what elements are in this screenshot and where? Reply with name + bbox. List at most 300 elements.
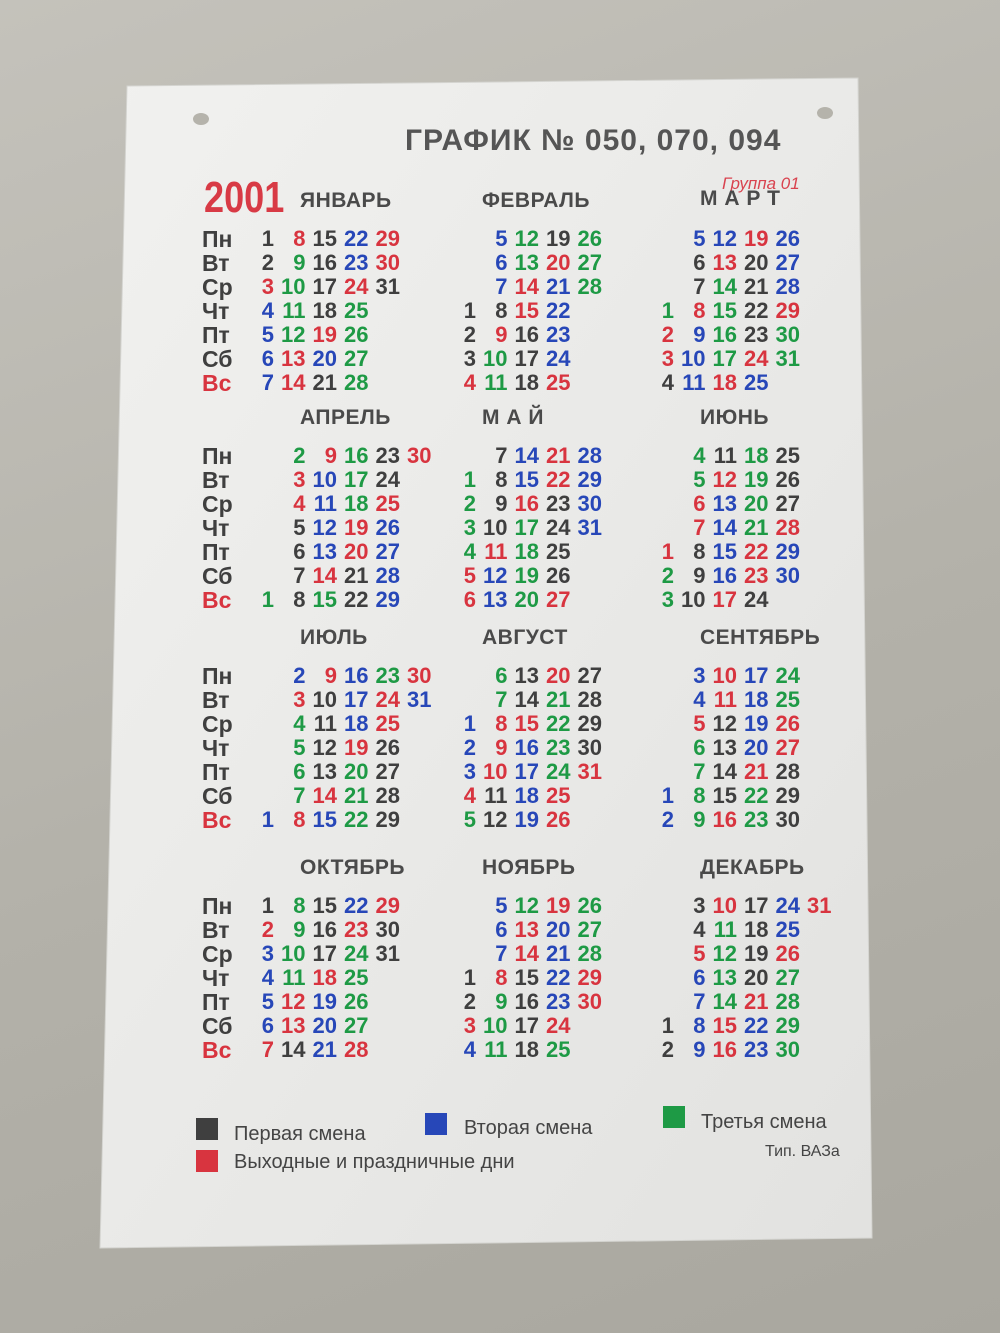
calendar-day: 3 [693, 893, 706, 918]
calendar-day: 15 [712, 539, 737, 564]
calendar-day: 3 [293, 467, 306, 492]
calendar-day: 20 [546, 663, 571, 688]
calendar-day: 24 [375, 467, 400, 492]
calendar-day: 12 [712, 711, 737, 736]
calendar-day: 29 [375, 587, 400, 612]
calendar-day: 9 [495, 735, 508, 760]
calendar-day: 24 [344, 274, 369, 299]
calendar-day: 10 [312, 467, 337, 492]
calendar-day: 1 [661, 539, 674, 564]
calendar-day: 12 [483, 807, 508, 832]
calendar-day: 27 [546, 587, 571, 612]
calendar-day: 17 [514, 1013, 539, 1038]
calendar-day: 25 [775, 687, 800, 712]
calendar-day: 14 [514, 443, 539, 468]
calendar-day: 11 [484, 783, 508, 808]
calendar-day: 6 [693, 965, 706, 990]
calendar-day: 16 [712, 1037, 737, 1062]
weekday-label: Сб [202, 563, 233, 589]
calendar-day: 25 [775, 917, 800, 942]
month-title: М А Р Т [700, 187, 781, 210]
calendar-day: 14 [312, 563, 337, 588]
calendar-day: 28 [775, 759, 800, 784]
calendar-day: 18 [744, 687, 769, 712]
calendar-day: 23 [546, 735, 571, 760]
calendar-day: 21 [344, 783, 369, 808]
calendar-day: 12 [712, 941, 737, 966]
calendar-day: 23 [744, 1037, 769, 1062]
calendar-day: 5 [693, 941, 706, 966]
legend-first-shift: Первая смена [234, 1123, 366, 1145]
calendar-day: 25 [775, 443, 800, 468]
calendar-day: 19 [312, 322, 337, 347]
calendar-day: 18 [744, 443, 769, 468]
calendar-day: 17 [344, 467, 369, 492]
calendar-day: 24 [546, 346, 571, 371]
calendar-day: 9 [293, 250, 306, 275]
calendar-day: 22 [744, 298, 769, 323]
calendar-day: 28 [775, 989, 800, 1014]
calendar-day: 20 [546, 917, 571, 942]
weekday-label: Пт [202, 989, 230, 1015]
calendar-day: 29 [577, 965, 602, 990]
calendar-day: 10 [712, 893, 737, 918]
calendar-day: 3 [693, 663, 706, 688]
month-title: ДЕКАБРЬ [700, 856, 805, 879]
calendar-day: 6 [693, 735, 706, 760]
calendar-day: 5 [495, 893, 508, 918]
calendar-day: 9 [293, 917, 306, 942]
calendar-day: 23 [344, 250, 369, 275]
weekday-label: Чт [202, 515, 230, 541]
calendar-day: 18 [744, 917, 769, 942]
calendar-day: 3 [463, 346, 476, 371]
calendar-day: 7 [495, 443, 508, 468]
month-title: М А Й [482, 406, 544, 429]
calendar-day: 21 [344, 563, 369, 588]
calendar-day: 12 [712, 226, 737, 251]
calendar-day: 6 [463, 587, 476, 612]
calendar-day: 22 [546, 965, 571, 990]
calendar-day: 9 [495, 989, 508, 1014]
calendar-day: 1 [661, 783, 674, 808]
calendar-day: 8 [693, 539, 706, 564]
weekday-label: Пт [202, 322, 230, 348]
month-title: АВГУСТ [482, 626, 568, 649]
calendar-day: 9 [693, 807, 706, 832]
calendar-day: 19 [344, 735, 369, 760]
calendar-day: 4 [293, 491, 306, 516]
calendar-day: 2 [463, 491, 476, 516]
calendar-day: 17 [712, 346, 737, 371]
legend-third-shift: Третья смена [701, 1111, 827, 1133]
calendar-day: 24 [546, 515, 571, 540]
group-label: Группа 01 [722, 174, 800, 193]
calendar-day: 29 [375, 226, 400, 251]
calendar-day: 2 [661, 563, 674, 588]
calendar-day: 4 [261, 298, 274, 323]
calendar-day: 7 [495, 274, 508, 299]
calendar-day: 11 [713, 443, 737, 468]
calendar-day: 11 [282, 298, 306, 323]
calendar-day: 8 [693, 783, 706, 808]
calendar-day: 15 [312, 587, 337, 612]
weekday-label: Пн [202, 893, 233, 919]
calendar-day: 19 [514, 563, 539, 588]
calendar-day: 2 [463, 735, 476, 760]
calendar-day: 10 [681, 346, 706, 371]
calendar-day: 8 [693, 298, 706, 323]
calendar-day: 8 [495, 711, 508, 736]
weekday-label: Ср [202, 941, 233, 967]
calendar-day: 12 [712, 467, 737, 492]
calendar-day: 22 [344, 893, 369, 918]
calendar-day: 25 [375, 711, 400, 736]
calendar-day: 14 [712, 759, 737, 784]
calendar-day: 30 [577, 989, 602, 1014]
calendar-day: 21 [744, 515, 769, 540]
legend-swatch-second [425, 1113, 447, 1135]
calendar-day: 1 [261, 587, 274, 612]
calendar-day: 2 [261, 250, 274, 275]
calendar-day: 23 [546, 491, 571, 516]
calendar-day: 9 [324, 663, 337, 688]
calendar-day: 23 [546, 989, 571, 1014]
calendar-day: 29 [775, 1013, 800, 1038]
weekday-label: Чт [202, 298, 230, 324]
calendar-day: 9 [693, 322, 706, 347]
calendar-day: 19 [546, 893, 571, 918]
calendar-day: 12 [514, 226, 539, 251]
calendar-day: 9 [324, 443, 337, 468]
calendar-day: 18 [712, 370, 737, 395]
calendar-day: 1 [261, 226, 274, 251]
calendar-day: 26 [775, 467, 800, 492]
calendar-day: 8 [293, 587, 306, 612]
calendar-day: 6 [495, 663, 508, 688]
calendar-day: 10 [483, 346, 508, 371]
calendar-day: 2 [661, 1037, 674, 1062]
month-title: ИЮЛЬ [300, 626, 368, 649]
weekday-label: Вт [202, 467, 230, 493]
calendar-day: 30 [577, 491, 602, 516]
calendar-day: 2 [293, 443, 306, 468]
calendar-day: 5 [495, 226, 508, 251]
weekday-label: Ср [202, 491, 233, 517]
calendar-day: 17 [312, 941, 337, 966]
calendar-day: 26 [775, 941, 800, 966]
weekday-label: Чт [202, 735, 230, 761]
calendar-day: 11 [282, 965, 306, 990]
weekday-label: Вт [202, 687, 230, 713]
calendar-day: 30 [407, 663, 432, 688]
calendar-day: 2 [293, 663, 306, 688]
calendar-day: 4 [661, 370, 674, 395]
printer-mark: Тип. ВАЗа [765, 1143, 840, 1160]
calendar-day: 6 [261, 346, 274, 371]
calendar-day: 25 [546, 370, 571, 395]
calendar-day: 9 [693, 563, 706, 588]
calendar-day: 4 [693, 687, 706, 712]
calendar-day: 15 [312, 893, 337, 918]
calendar-day: 14 [281, 370, 306, 395]
calendar-day: 15 [712, 298, 737, 323]
calendar-day: 9 [693, 1037, 706, 1062]
weekday-label: Сб [202, 783, 233, 809]
calendar-day: 26 [375, 735, 400, 760]
weekday-label: Вс [202, 807, 232, 833]
calendar-day: 5 [693, 226, 706, 251]
calendar-day: 7 [693, 989, 706, 1014]
calendar-day: 26 [775, 226, 800, 251]
calendar-day: 3 [261, 274, 274, 299]
calendar-day: 29 [375, 807, 400, 832]
calendar-day: 25 [744, 370, 769, 395]
calendar-day: 30 [775, 807, 800, 832]
calendar-day: 22 [344, 226, 369, 251]
calendar-day: 22 [344, 587, 369, 612]
calendar-day: 17 [514, 759, 539, 784]
month-title: АПРЕЛЬ [300, 406, 391, 429]
calendar-day: 25 [375, 491, 400, 516]
calendar-day: 23 [744, 807, 769, 832]
calendar-day: 2 [261, 917, 274, 942]
calendar-day: 24 [546, 759, 571, 784]
calendar-day: 22 [744, 539, 769, 564]
calendar-day: 4 [463, 539, 476, 564]
calendar-day: 24 [775, 663, 800, 688]
calendar-day: 13 [514, 663, 539, 688]
legend-swatch-holidays [196, 1150, 218, 1172]
calendar-day: 5 [693, 711, 706, 736]
calendar-day: 24 [744, 346, 769, 371]
calendar-day: 3 [463, 1013, 476, 1038]
calendar-day: 23 [344, 917, 369, 942]
calendar-day: 10 [483, 759, 508, 784]
calendar-day: 16 [514, 322, 539, 347]
calendar-day: 31 [407, 687, 432, 712]
calendar-day: 20 [744, 735, 769, 760]
calendar-day: 27 [577, 663, 602, 688]
calendar-day: 19 [546, 226, 571, 251]
calendar-day: 17 [312, 274, 337, 299]
calendar-day: 5 [463, 807, 476, 832]
legend-second-shift: Вторая смена [464, 1117, 593, 1139]
calendar-day: 13 [514, 917, 539, 942]
calendar-day: 14 [712, 989, 737, 1014]
calendar-day: 19 [344, 515, 369, 540]
calendar-day: 20 [312, 346, 337, 371]
weekday-label: Вс [202, 1037, 232, 1063]
calendar-day: 21 [312, 1037, 337, 1062]
calendar-day: 15 [712, 1013, 737, 1038]
calendar-day: 29 [577, 711, 602, 736]
calendar-day: 25 [344, 965, 369, 990]
calendar-day: 30 [407, 443, 432, 468]
calendar-day: 30 [775, 1037, 800, 1062]
calendar-day: 18 [514, 539, 539, 564]
calendar-day: 28 [775, 515, 800, 540]
legend-swatch-first [196, 1118, 218, 1140]
calendar-day: 12 [483, 563, 508, 588]
calendar-day: 20 [312, 1013, 337, 1038]
calendar-day: 1 [463, 711, 476, 736]
calendar-day: 16 [344, 663, 369, 688]
calendar-day: 18 [312, 298, 337, 323]
calendar-day: 15 [514, 298, 539, 323]
calendar-day: 10 [483, 1013, 508, 1038]
legend-swatch-third [663, 1106, 685, 1128]
calendar-day: 25 [344, 298, 369, 323]
calendar-day: 20 [744, 491, 769, 516]
calendar-day: 7 [293, 563, 306, 588]
calendar-day: 6 [495, 250, 508, 275]
calendar-day: 11 [313, 491, 337, 516]
calendar-day: 7 [293, 783, 306, 808]
calendar-day: 30 [775, 322, 800, 347]
calendar-day: 14 [281, 1037, 306, 1062]
calendar-day: 22 [546, 467, 571, 492]
calendar-day: 15 [514, 965, 539, 990]
weekday-label: Вт [202, 250, 230, 276]
calendar-day: 14 [712, 274, 737, 299]
weekday-label: Чт [202, 965, 230, 991]
calendar-day: 19 [312, 989, 337, 1014]
calendar-day: 20 [744, 965, 769, 990]
calendar-day: 7 [693, 759, 706, 784]
calendar-day: 24 [744, 587, 769, 612]
calendar-day: 28 [577, 443, 602, 468]
calendar-day: 31 [375, 941, 400, 966]
calendar-day: 7 [495, 687, 508, 712]
calendar-day: 6 [293, 539, 306, 564]
calendar-day: 28 [577, 687, 602, 712]
calendar-day: 5 [261, 322, 274, 347]
calendar-day: 20 [514, 587, 539, 612]
calendar-day: 22 [546, 298, 571, 323]
calendar-day: 28 [375, 783, 400, 808]
calendar-day: 13 [514, 250, 539, 275]
calendar-day: 14 [514, 941, 539, 966]
calendar-day: 12 [514, 893, 539, 918]
calendar-day: 10 [312, 687, 337, 712]
calendar-day: 1 [661, 1013, 674, 1038]
calendar-day: 27 [775, 250, 800, 275]
calendar-day: 5 [463, 563, 476, 588]
calendar-day: 4 [693, 443, 706, 468]
calendar-day: 14 [514, 274, 539, 299]
calendar-day: 22 [744, 783, 769, 808]
calendar-day: 15 [312, 226, 337, 251]
calendar-day: 21 [546, 443, 571, 468]
calendar-day: 27 [375, 759, 400, 784]
calendar-day: 8 [495, 965, 508, 990]
weekday-label: Вт [202, 917, 230, 943]
calendar-day: 10 [281, 274, 306, 299]
calendar-day: 16 [514, 491, 539, 516]
calendar-day: 8 [293, 893, 306, 918]
schedule-title: ГРАФИК № 050, 070, 094 [405, 124, 782, 157]
calendar-day: 29 [577, 467, 602, 492]
calendar-day: 7 [693, 515, 706, 540]
calendar-day: 20 [546, 250, 571, 275]
weekday-label: Вс [202, 370, 232, 396]
calendar-day: 30 [577, 735, 602, 760]
calendar-day: 5 [693, 467, 706, 492]
calendar-day: 15 [712, 783, 737, 808]
calendar-day: 31 [577, 759, 602, 784]
calendar-day: 24 [375, 687, 400, 712]
calendar-day: 26 [375, 515, 400, 540]
calendar-day: 16 [514, 735, 539, 760]
calendar-day: 1 [463, 298, 476, 323]
calendar-day: 19 [744, 941, 769, 966]
calendar-day: 25 [546, 1037, 571, 1062]
calendar-day: 16 [312, 250, 337, 275]
calendar-day: 22 [344, 807, 369, 832]
calendar-day: 5 [293, 735, 306, 760]
calendar-day: 20 [744, 250, 769, 275]
calendar-day: 27 [344, 1013, 369, 1038]
weekday-label: Ср [202, 711, 233, 737]
calendar-day: 11 [682, 370, 706, 395]
calendar-day: 31 [375, 274, 400, 299]
calendar-day: 2 [463, 322, 476, 347]
calendar-day: 13 [712, 491, 737, 516]
calendar-day: 4 [261, 965, 274, 990]
calendar-day: 22 [744, 1013, 769, 1038]
calendar-day: 28 [577, 274, 602, 299]
calendar-day: 15 [514, 711, 539, 736]
calendar-day: 27 [375, 539, 400, 564]
calendar-day: 1 [661, 298, 674, 323]
calendar-day: 13 [312, 759, 337, 784]
calendar-day: 21 [744, 759, 769, 784]
calendar-day: 8 [495, 467, 508, 492]
calendar-day: 23 [546, 322, 571, 347]
calendar-day: 31 [577, 515, 602, 540]
calendar-day: 28 [344, 1037, 369, 1062]
calendar-day: 30 [375, 917, 400, 942]
calendar-day: 2 [661, 322, 674, 347]
calendar-day: 21 [546, 687, 571, 712]
calendar-day: 27 [577, 250, 602, 275]
calendar-day: 19 [744, 226, 769, 251]
calendar-day: 26 [344, 322, 369, 347]
calendar-day: 12 [312, 735, 337, 760]
calendar-day: 27 [577, 917, 602, 942]
calendar-day: 2 [463, 989, 476, 1014]
calendar-day: 14 [514, 687, 539, 712]
calendar-day: 18 [514, 783, 539, 808]
calendar-day: 17 [712, 587, 737, 612]
weekday-label: Вс [202, 587, 232, 613]
calendar-day: 24 [546, 1013, 571, 1038]
calendar-day: 25 [546, 539, 571, 564]
calendar-day: 16 [712, 807, 737, 832]
calendar-day: 23 [375, 663, 400, 688]
calendar-day: 16 [344, 443, 369, 468]
calendar-day: 8 [293, 226, 306, 251]
calendar-day: 9 [495, 322, 508, 347]
calendar-day: 3 [463, 515, 476, 540]
weekday-label: Пн [202, 226, 233, 252]
calendar-day: 16 [514, 989, 539, 1014]
calendar-day: 31 [775, 346, 800, 371]
calendar-day: 21 [744, 274, 769, 299]
calendar-day: 19 [744, 467, 769, 492]
calendar-day: 13 [712, 250, 737, 275]
